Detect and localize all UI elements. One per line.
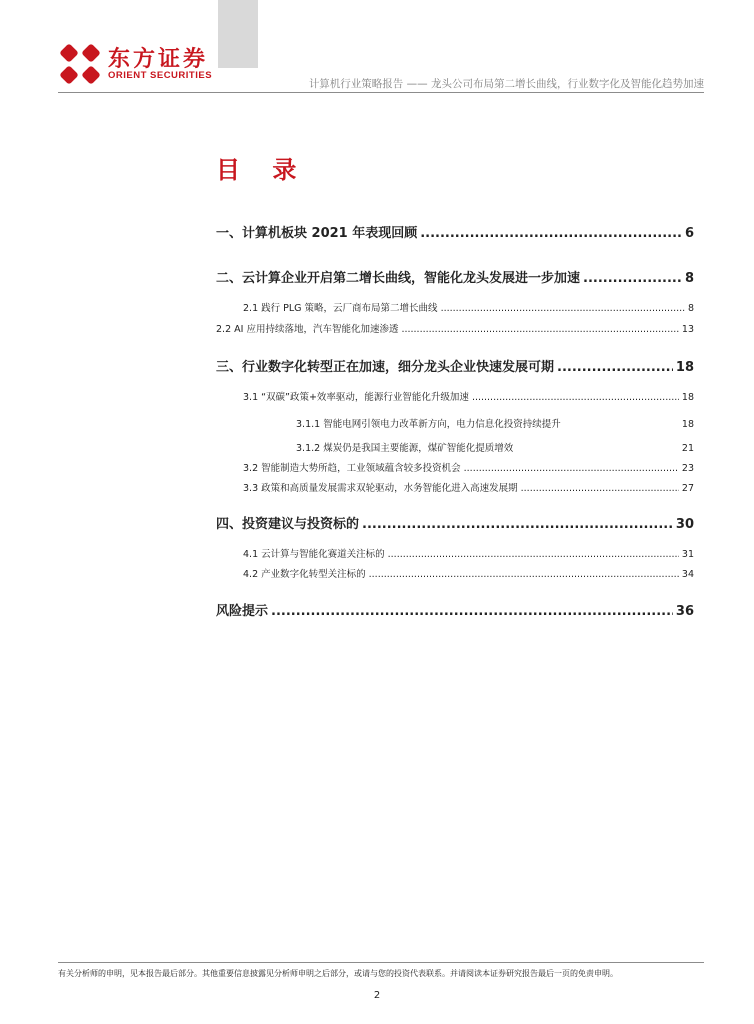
toc-entry-page: 18 [681,419,694,430]
toc-entry-1[interactable] [216,222,694,241]
toc-entry-page: 30 [675,517,694,532]
toc-entry-3-3[interactable] [243,480,694,494]
dot-leader [388,549,679,560]
toc-entry-page: 36 [675,604,694,619]
dot-leader [271,604,673,619]
toc-entry-4-1[interactable] [243,546,694,560]
toc-entry-page: 8 [684,271,694,286]
report-header-title: 计算机行业策略报告 —— 龙头公司布局第二增长曲线，行业数字化及智能化趋势加速 [308,78,704,90]
toc-entry-label: 二、云计算企业开启第二增长曲线，智能化龙头发展进一步加速 [216,271,581,286]
toc-entry-label: 3.1.1 智能电网引领电力改革新方向，电力信息化投资持续提升 [296,419,561,430]
toc-entry-label: 3.2 智能制造大势所趋，工业领域蕴含较多投资机会 [243,463,461,474]
toc-entry-page: 6 [684,226,694,241]
logo-mark-icon [58,42,102,86]
dot-leader [441,303,685,314]
toc-entry-3-1-1[interactable] [296,416,694,430]
dot-leader [521,483,679,494]
toc-entry-2-1[interactable] [243,300,694,314]
toc-entry-label: 四、投资建议与投资标的 [216,517,360,532]
logo-english-name: ORIENT SECURITIES [108,70,213,81]
toc-entry-label: 4.1 云计算与智能化赛道关注标的 [243,549,385,560]
toc-entry-3-2[interactable] [243,460,694,474]
toc-entry-page: 21 [681,443,694,454]
toc-entry-page: 8 [687,303,694,314]
footer-rule [58,962,704,963]
dot-leader [557,360,673,375]
dot-leader [464,463,679,474]
toc-entry-label: 3.1.2 煤炭仍是我国主要能源，煤矿智能化提质增效 [296,443,514,454]
toc-entry-risk[interactable] [216,600,694,619]
header-rule [58,92,704,93]
toc-entry-label: 3.3 政策和高质量发展需求双轮驱动，水务智能化进入高速发展期 [243,483,518,494]
toc-entry-page: 34 [681,569,694,580]
dot-leader [420,226,682,241]
toc-entry-label: 一、计算机板块 2021 年表现回顾 [216,226,418,241]
toc-title: 目 录 [216,156,309,184]
toc-entry-label: 风险提示 [216,604,269,619]
dot-leader [401,324,678,335]
toc-entry-2-2[interactable] [216,321,694,335]
dot-leader [362,517,673,532]
toc-entry-3-1-2[interactable] [296,440,694,454]
toc-entry-page: 31 [681,549,694,560]
dot-leader [369,569,679,580]
company-logo [58,42,218,88]
logo-chinese-name: 东方证券 [108,47,209,72]
toc-entry-label: 2.2 AI 应用持续落地，汽车智能化加速渗透 [216,324,399,335]
toc-entry-label: 4.2 产业数字化转型关注标的 [243,569,366,580]
toc-entry-label: 2.1 践行 PLG 策略，云厂商布局第二增长曲线 [243,303,438,314]
header-decor-bar [218,0,258,68]
toc-entry-3[interactable] [216,356,694,375]
page-number: 2 [373,990,381,1001]
footer-disclaimer: 有关分析师的申明，见本报告最后部分。其他重要信息披露见分析师申明之后部分，或请与您的投资代表联系。并请阅读本证券研究报告最后一页的免责申明。 [58,969,618,978]
toc-entry-4-2[interactable] [243,566,694,580]
toc-entry-label: 三、行业数字化转型正在加速，细分龙头企业快速发展可期 [216,360,555,375]
toc-entry-page: 23 [681,463,694,474]
toc-entry-page: 13 [681,324,694,335]
toc-entry-page: 18 [675,360,694,375]
toc-entry-3-1[interactable] [243,389,694,403]
toc-entry-label: 3.1 “双碳”政策+效率驱动，能源行业智能化升级加速 [243,392,469,403]
toc-entry-4[interactable] [216,513,694,532]
toc-entry-page: 27 [681,483,694,494]
dot-leader [583,271,682,286]
dot-leader [472,392,679,403]
toc-entry-page: 18 [681,392,694,403]
toc-entry-2[interactable] [216,267,694,286]
